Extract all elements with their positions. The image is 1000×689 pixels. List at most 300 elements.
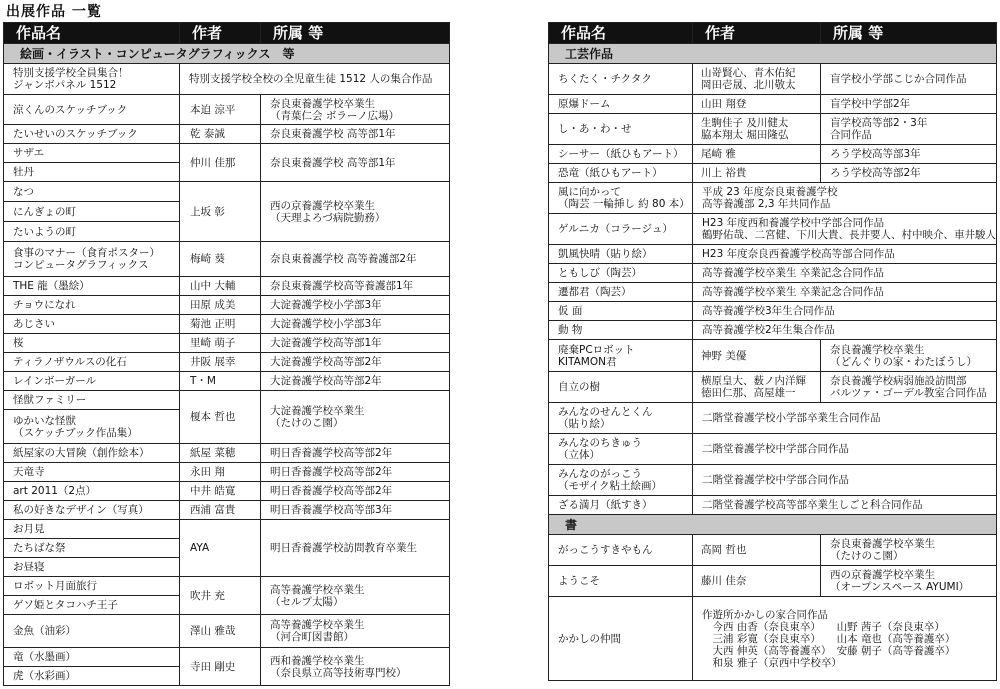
work-title [4,64,180,95]
work-title-line: みんなのちきゅう [558,437,642,449]
work-title-line: 原爆ドーム [558,98,611,110]
work-title [549,264,693,283]
work-title-line: 牡丹 [13,166,34,178]
group-credit [693,283,997,302]
affiliation-line: （セルプ太陽） [270,595,344,608]
work-title-line: （陶芸 一輪挿し 約 80 本） [558,198,690,210]
work-title [4,520,180,539]
work-title-line: 自立の樹 [558,381,600,393]
work-title [4,222,180,242]
work-title-line: KITAMON君 [558,355,617,368]
affiliation-line: 盲学校高等部2・3年 [830,117,928,129]
author [180,463,261,482]
author [180,520,261,577]
work-title-line: 私の好きなデザイン（写真） [13,504,149,516]
header-author: 作者 [693,23,821,44]
work-title [4,125,180,144]
author [693,114,821,145]
affiliation [261,577,450,615]
affiliation [261,391,450,444]
affiliation-line: ろう学校高等部2年 [830,167,921,179]
table-row [4,648,450,667]
table-row [549,164,997,183]
author [180,296,261,315]
table-row [549,597,997,681]
affiliation-line: 奈良東養護学校 高等養護部2年 [270,253,417,265]
table-row [549,114,997,145]
work-title [549,372,693,403]
affiliation [261,334,450,353]
work-title [4,648,180,667]
table-row [4,615,450,648]
author [180,372,261,391]
affiliation-line: 大淀養護学校小学部3年 [270,299,382,311]
group-credit-line: 二階堂養護学校高等部卒業生しごと科合同作品 [702,499,923,511]
author [693,164,821,183]
affiliation-line: （たけのこ園） [830,550,904,562]
table-row [549,302,997,321]
author-line: 菊池 正明 [190,318,236,330]
affiliation [261,242,450,277]
table-row [4,182,450,202]
table-row [549,183,997,214]
affiliation [821,114,997,145]
affiliation [261,125,450,144]
author [693,95,821,114]
work-title [549,95,693,114]
group-credit-line: 二階堂養護学校中学部合同作品 [702,474,849,486]
table-row [549,245,997,264]
affiliation-line: 奈良東養護学校高等養護部1年 [270,280,414,292]
author-line: 本迫 涼平 [190,103,236,116]
work-title-line: （貼り絵） [558,418,611,430]
author [693,145,821,164]
work-title [4,501,180,520]
author [180,144,261,182]
work-title-line: 虎（水彩画） [13,670,76,682]
work-title-line: シーサー（紙ひもアート） [558,148,684,160]
affiliation-line: （青葉仁会 ボラーノ広場） [270,109,400,122]
author [180,648,261,686]
work-title-line: ティラノザウルスの化石 [13,356,127,368]
table-row [549,321,997,340]
work-title-line: 恐竜（紙ひもアート） [558,167,663,179]
affiliation [261,444,450,463]
affiliation [821,164,997,183]
table-row [4,444,450,463]
author-line: 上坂 彰 [190,205,225,218]
author-line: 紙屋 菜穂 [190,447,236,459]
work-title-line: ゲソ姫とタコハチ王子 [13,599,118,611]
group-credit [693,597,997,681]
table-row [4,391,450,410]
group-credit [693,403,997,434]
affiliation [821,340,997,372]
author-line: 横原皇大、薮ノ内洋輝 [701,375,806,387]
work-title-line: 竜（水墨画） [13,651,76,663]
affiliation [261,463,450,482]
author-line: 山中 大輔 [190,280,236,292]
author [180,95,261,125]
author [180,391,261,444]
author-line: 徳田仁那、高屋雄一 [701,387,796,399]
table-row [4,125,450,144]
work-title-line: サザエ [13,147,45,159]
work-title [4,202,180,222]
author-line: 川上 裕貴 [701,167,747,179]
author-line: 神野 美優 [701,349,747,362]
author-line: 中井 皓寛 [190,485,236,497]
author-line: T・M [190,375,216,387]
section-title: 絵画・イラスト・コンピュータグラフィックス 等 [4,44,450,64]
work-title-line: 遷都君（陶芸） [558,286,632,298]
author [180,125,261,144]
work-title-line: （モザイク粘土絵画） [558,480,663,492]
affiliation [261,95,450,125]
work-title [4,615,180,648]
header-affiliation: 所属 等 [821,23,997,44]
table-row [4,520,450,539]
group-credit [693,183,997,214]
section-row [549,515,997,535]
header-affiliation: 所属 等 [261,23,450,44]
author-line: 榎本 哲也 [190,411,236,423]
author-line: 山嵜賢心、青木佑紀 [701,67,796,79]
header-author: 作者 [180,23,261,44]
affiliation [261,277,450,296]
affiliation-line: 大淀養護学校高等部2年 [270,375,382,387]
work-title [549,465,693,496]
author [180,334,261,353]
author-line: 藤川 佳奈 [701,575,747,587]
group-credit-line: 大西 伸英（高等養護卒） 安藤 朝子（高等養護卒） [702,644,956,657]
affiliation-line: 西和養護学校卒業生 [270,654,365,667]
work-title-line: にんぎょの町 [13,205,76,218]
affiliation-line: （たけのこ園） [270,417,344,429]
author-line: 梅崎 葵 [190,253,225,265]
group-credit-line: 二階堂養護学校中学部合同作品 [702,443,849,455]
table-row [549,340,997,372]
group-credit-line: 鶴野佑哉、二宮健、下川大貴、長井要人、村中映介、車井駿人 [702,229,996,241]
section-title: 工芸作品 [549,44,997,64]
work-title [549,302,693,321]
author [693,535,821,566]
author [180,353,261,372]
section-title: 書 [549,515,997,535]
affiliation [261,182,450,242]
group-credit [693,434,997,465]
work-title-line: 廃棄PCロボット [558,343,635,356]
work-title-line: コンピュータグラフィックス [13,259,149,271]
table-row [4,353,450,372]
header-row [4,23,450,44]
work-title-line: ようこそ [558,575,600,587]
work-title-line: ジャンボパネル 1512 [13,79,117,91]
work-title-line: ゆかいな怪獣 [13,414,76,427]
author-line: 高岡 哲也 [701,544,747,556]
page-title: 出展作品 一覧 [6,4,102,20]
work-title [4,596,180,615]
exhibit-table-right [548,22,997,681]
group-credit [180,64,450,95]
affiliation-line: 奈良養護学校卒業生 [830,343,925,356]
group-credit [693,465,997,496]
affiliation-line: 盲学校中学部2年 [830,98,911,110]
work-title [4,482,180,501]
author-line: 生駒佳子 及川健太 [701,117,789,129]
work-title [4,372,180,391]
affiliation [261,144,450,182]
group-credit-line: 和泉 雅子（京西中学校卒） [702,656,842,669]
table-row [4,64,450,95]
work-title [549,535,693,566]
affiliation-line: 大淀養護学校高等部2年 [270,356,382,368]
table-row [549,465,997,496]
author [180,615,261,648]
work-title [4,463,180,482]
affiliation-line: 奈良東養護学校卒業生 [830,538,935,550]
table-row [4,277,450,296]
work-title-line: 仮 面 [558,305,583,317]
group-credit-line: H23 年度奈良西養護学校高等部合同作品 [702,248,895,260]
work-title-line: がっこうすきやもん [558,544,653,556]
group-credit-line: 高等養護学校2年生集合作品 [702,324,835,336]
work-title [4,410,180,444]
table-row [549,403,997,434]
work-title [4,558,180,577]
author-line: 吹井 充 [190,589,225,602]
affiliation-line: 明日香養護学校高等部2年 [270,466,393,478]
work-title-line: たいようの町 [13,225,76,238]
group-credit-line: 三浦 彩寛（奈良東卒） 山本 竜也（高等養護卒） [702,632,956,645]
group-credit-line: 平成 23 年度奈良東養護学校 [702,186,838,198]
group-credit-line: 特別支援学校全校の全児童生徒 1512 人の集合作品 [189,73,433,85]
table-row [4,463,450,482]
work-title [549,245,693,264]
work-title-line: （立体） [558,449,600,461]
author [180,577,261,615]
affiliation-line: 西の京養護学校卒業生 [270,199,375,212]
affiliation-line: （河合町図書館） [270,631,354,643]
work-title [549,283,693,302]
author [180,501,261,520]
work-title-line: 食事のマナー（食育ポスター） [13,247,160,259]
author-line: AYA [190,542,210,554]
table-row [549,566,997,597]
affiliation [821,145,997,164]
work-title-line: かかしの仲間 [558,632,621,645]
author [693,566,821,597]
affiliation-line: 奈良養護学校病弱施設訪問部 [830,375,967,387]
group-credit-line: 二階堂養護学校小学部卒業生合同作品 [702,412,881,424]
work-title-line: 風に向かって [558,186,621,198]
table-row [549,496,997,515]
work-title [4,391,180,410]
affiliation-line: （どんぐりの家・わたぼうし） [830,355,977,368]
work-title-line: みんなのがっこう [558,468,642,480]
group-credit [693,264,997,283]
work-title [549,183,693,214]
author [180,182,261,242]
author [180,315,261,334]
affiliation [261,648,450,686]
table-row [4,501,450,520]
work-title [549,566,693,597]
author [180,444,261,463]
work-title-line: みんなのせんとくん [558,406,653,418]
work-title-line: 天竜寺 [13,466,45,478]
affiliation [261,520,450,577]
group-credit [693,496,997,515]
work-title-line: 紙屋家の大冒険（創作絵本） [13,447,150,459]
work-title [4,163,180,182]
work-title-line: チョウになれ [13,299,76,311]
exhibit-table-left [3,22,450,686]
work-title [549,64,693,95]
author-line: 仲川 佳那 [190,156,236,169]
author-line: 永田 翔 [190,466,225,478]
work-title [4,95,180,125]
work-title [549,145,693,164]
affiliation-line: 明日香養護学校高等部2年 [270,447,393,459]
work-title-line: 怪獣ファミリー [13,394,87,406]
work-title [4,667,180,686]
affiliation-line: 大淀養護学校高等部1年 [270,337,382,349]
author [180,242,261,277]
group-credit [693,214,997,245]
work-title-line: ロボット月面旅行 [13,580,97,592]
group-credit-line: 今西 由香（奈良東卒） 山野 茜子（奈良東卒） [702,620,945,633]
affiliation-line: （天理よろづ病院勤務） [270,211,386,224]
affiliation [261,353,450,372]
affiliation-line: 明日香養護学校高等部2年 [270,485,393,497]
work-title-line: 桜 [13,337,24,349]
table-row [4,296,450,315]
work-title [4,144,180,163]
affiliation [261,615,450,648]
author-line: 岡田壱晟、北川敬太 [701,79,796,91]
affiliation-line: 明日香養護学校高等部3年 [270,504,393,516]
work-title-line: 凱風快晴（貼り絵） [558,248,653,260]
affiliation [261,296,450,315]
author-line: 澤山 雅哉 [190,625,236,637]
affiliation [261,501,450,520]
work-title [4,182,180,202]
affiliation [821,64,997,95]
group-credit-line: 高等養護学校卒業生 卒業記念合同作品 [702,267,884,279]
table-row [549,95,997,114]
author-line: 田原 成美 [190,299,236,311]
table-row [549,434,997,465]
group-credit-line: 作遊所かかしの家合同作品 [702,608,828,621]
section-row [549,44,997,64]
work-title [549,340,693,372]
group-credit-line: 高等養護部 2,3 年共同作品 [702,198,831,210]
work-title-line: 動 物 [558,324,583,336]
affiliation [261,315,450,334]
header-work: 作品名 [4,23,180,44]
work-title-line: たちばな祭 [13,542,66,554]
group-credit [693,302,997,321]
affiliation [821,566,997,597]
affiliation-line: 奈良東養護学校 高等部1年 [270,156,396,169]
table-row [4,372,450,391]
author [180,482,261,501]
author-line: 尾崎 雅 [701,148,736,160]
author-line: 井阪 展幸 [190,356,236,368]
work-title-line: 涼くんのスケッチブック [13,103,128,116]
table-row [549,64,997,95]
affiliation [821,535,997,566]
affiliation-line: 西の京養護学校卒業生 [830,569,935,581]
work-title-line: art 2011（2点） [13,485,97,497]
work-title [549,214,693,245]
work-title [4,539,180,558]
work-title [4,353,180,372]
author-line: 山田 翔登 [701,98,747,110]
table-row [4,242,450,277]
table-row [549,214,997,245]
table-row [4,482,450,501]
work-title [549,321,693,340]
work-title [4,334,180,353]
affiliation-line: （奈良県立高等技術専門校） [270,666,407,679]
affiliation-line: （オープンスペース AYUMI） [830,581,970,593]
affiliation [821,372,997,403]
author-line: 西浦 富貴 [190,504,236,516]
work-title [4,277,180,296]
work-title-line: お昼寝 [13,561,45,573]
author-line: 寺田 剛史 [190,660,236,673]
work-title [4,444,180,463]
author-line: 乾 泰誠 [190,128,225,140]
author [693,372,821,403]
affiliation-line: 盲学校小学部こじか合同作品 [830,73,967,85]
work-title [4,242,180,277]
author-line: 脇本翔太 堀田隆弘 [701,129,789,141]
affiliation-line: ろう学校高等部3年 [830,148,921,160]
table-row [4,334,450,353]
affiliation-line: 奈良東養護学校 高等部1年 [270,128,396,140]
table-row [4,577,450,596]
affiliation-line: バルツァ・ゴーデル教室合同作品 [830,387,987,399]
work-title [4,315,180,334]
section-row [4,44,450,64]
work-title [4,577,180,596]
affiliation-line: 大淀養護学校小学部3年 [270,318,382,330]
work-title [549,114,693,145]
table-row [4,144,450,163]
header-work: 作品名 [549,23,693,44]
header-row [549,23,997,44]
work-title-line: お月見 [13,523,45,535]
work-title-line: ともしび（陶芸） [558,267,642,279]
work-title-line: なつ [13,185,34,198]
group-credit [693,321,997,340]
work-title-line: 金魚（油彩） [13,625,76,637]
group-credit-line: H23 年度西和養護学校中学部合同作品 [702,217,885,229]
author [180,277,261,296]
table-row [4,95,450,125]
affiliation-line: 奈良東養護学校卒業生 [270,97,375,110]
work-title [549,434,693,465]
work-title-line: ゲルニカ（コラージュ） [558,223,673,235]
table-row [549,372,997,403]
author-line: 里崎 萌子 [190,337,236,349]
table-row [549,145,997,164]
affiliation-line: 合同作品 [830,129,872,141]
affiliation [821,95,997,114]
